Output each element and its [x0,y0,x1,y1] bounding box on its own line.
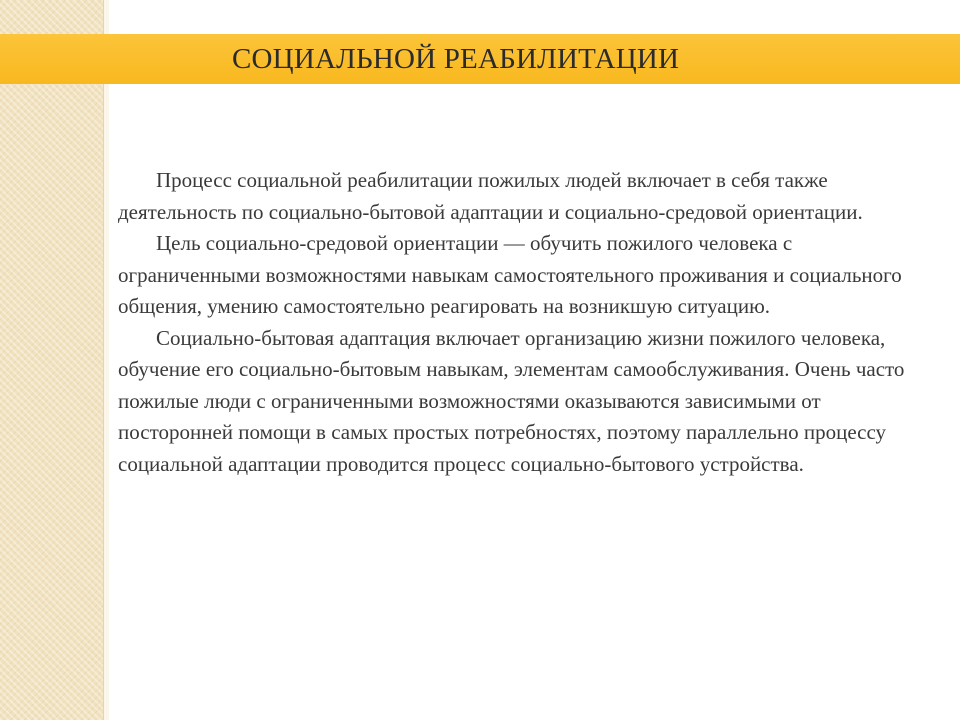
slide-body [118,165,938,480]
side-strip-edge [103,0,109,720]
paragraph-1: Процесс социальной реабилитации пожилых людей включает в себя также деятельность по социально-бытовой адаптации и социально-средовой ориентации. [118,168,863,224]
decorative-side-strip [0,0,103,720]
paragraph-3: Социально-бытовая адаптация включает организацию жизни пожилого человека, обучение его социально-бытовым навыкам, элементам самообслуживания. Очень часто пожилые люди с ограниченными возможностями оказываются зависимыми от посторонней помощи в самых простых потребностях, поэтому параллельно процессу социальной адаптации проводится процесс социально-бытового устройства. [118,325,905,476]
slide-title: СОЦИАЛЬНОЙ РЕАБИЛИТАЦИИ [232,43,680,75]
paragraph-2: Цель социально-средовой ориентации — обучить пожилого человека с ограниченными возможностями навыкам самостоятельного проживания и социального общения, умению самостоятельно реагировать на возникшую ситуацию. [118,231,902,318]
